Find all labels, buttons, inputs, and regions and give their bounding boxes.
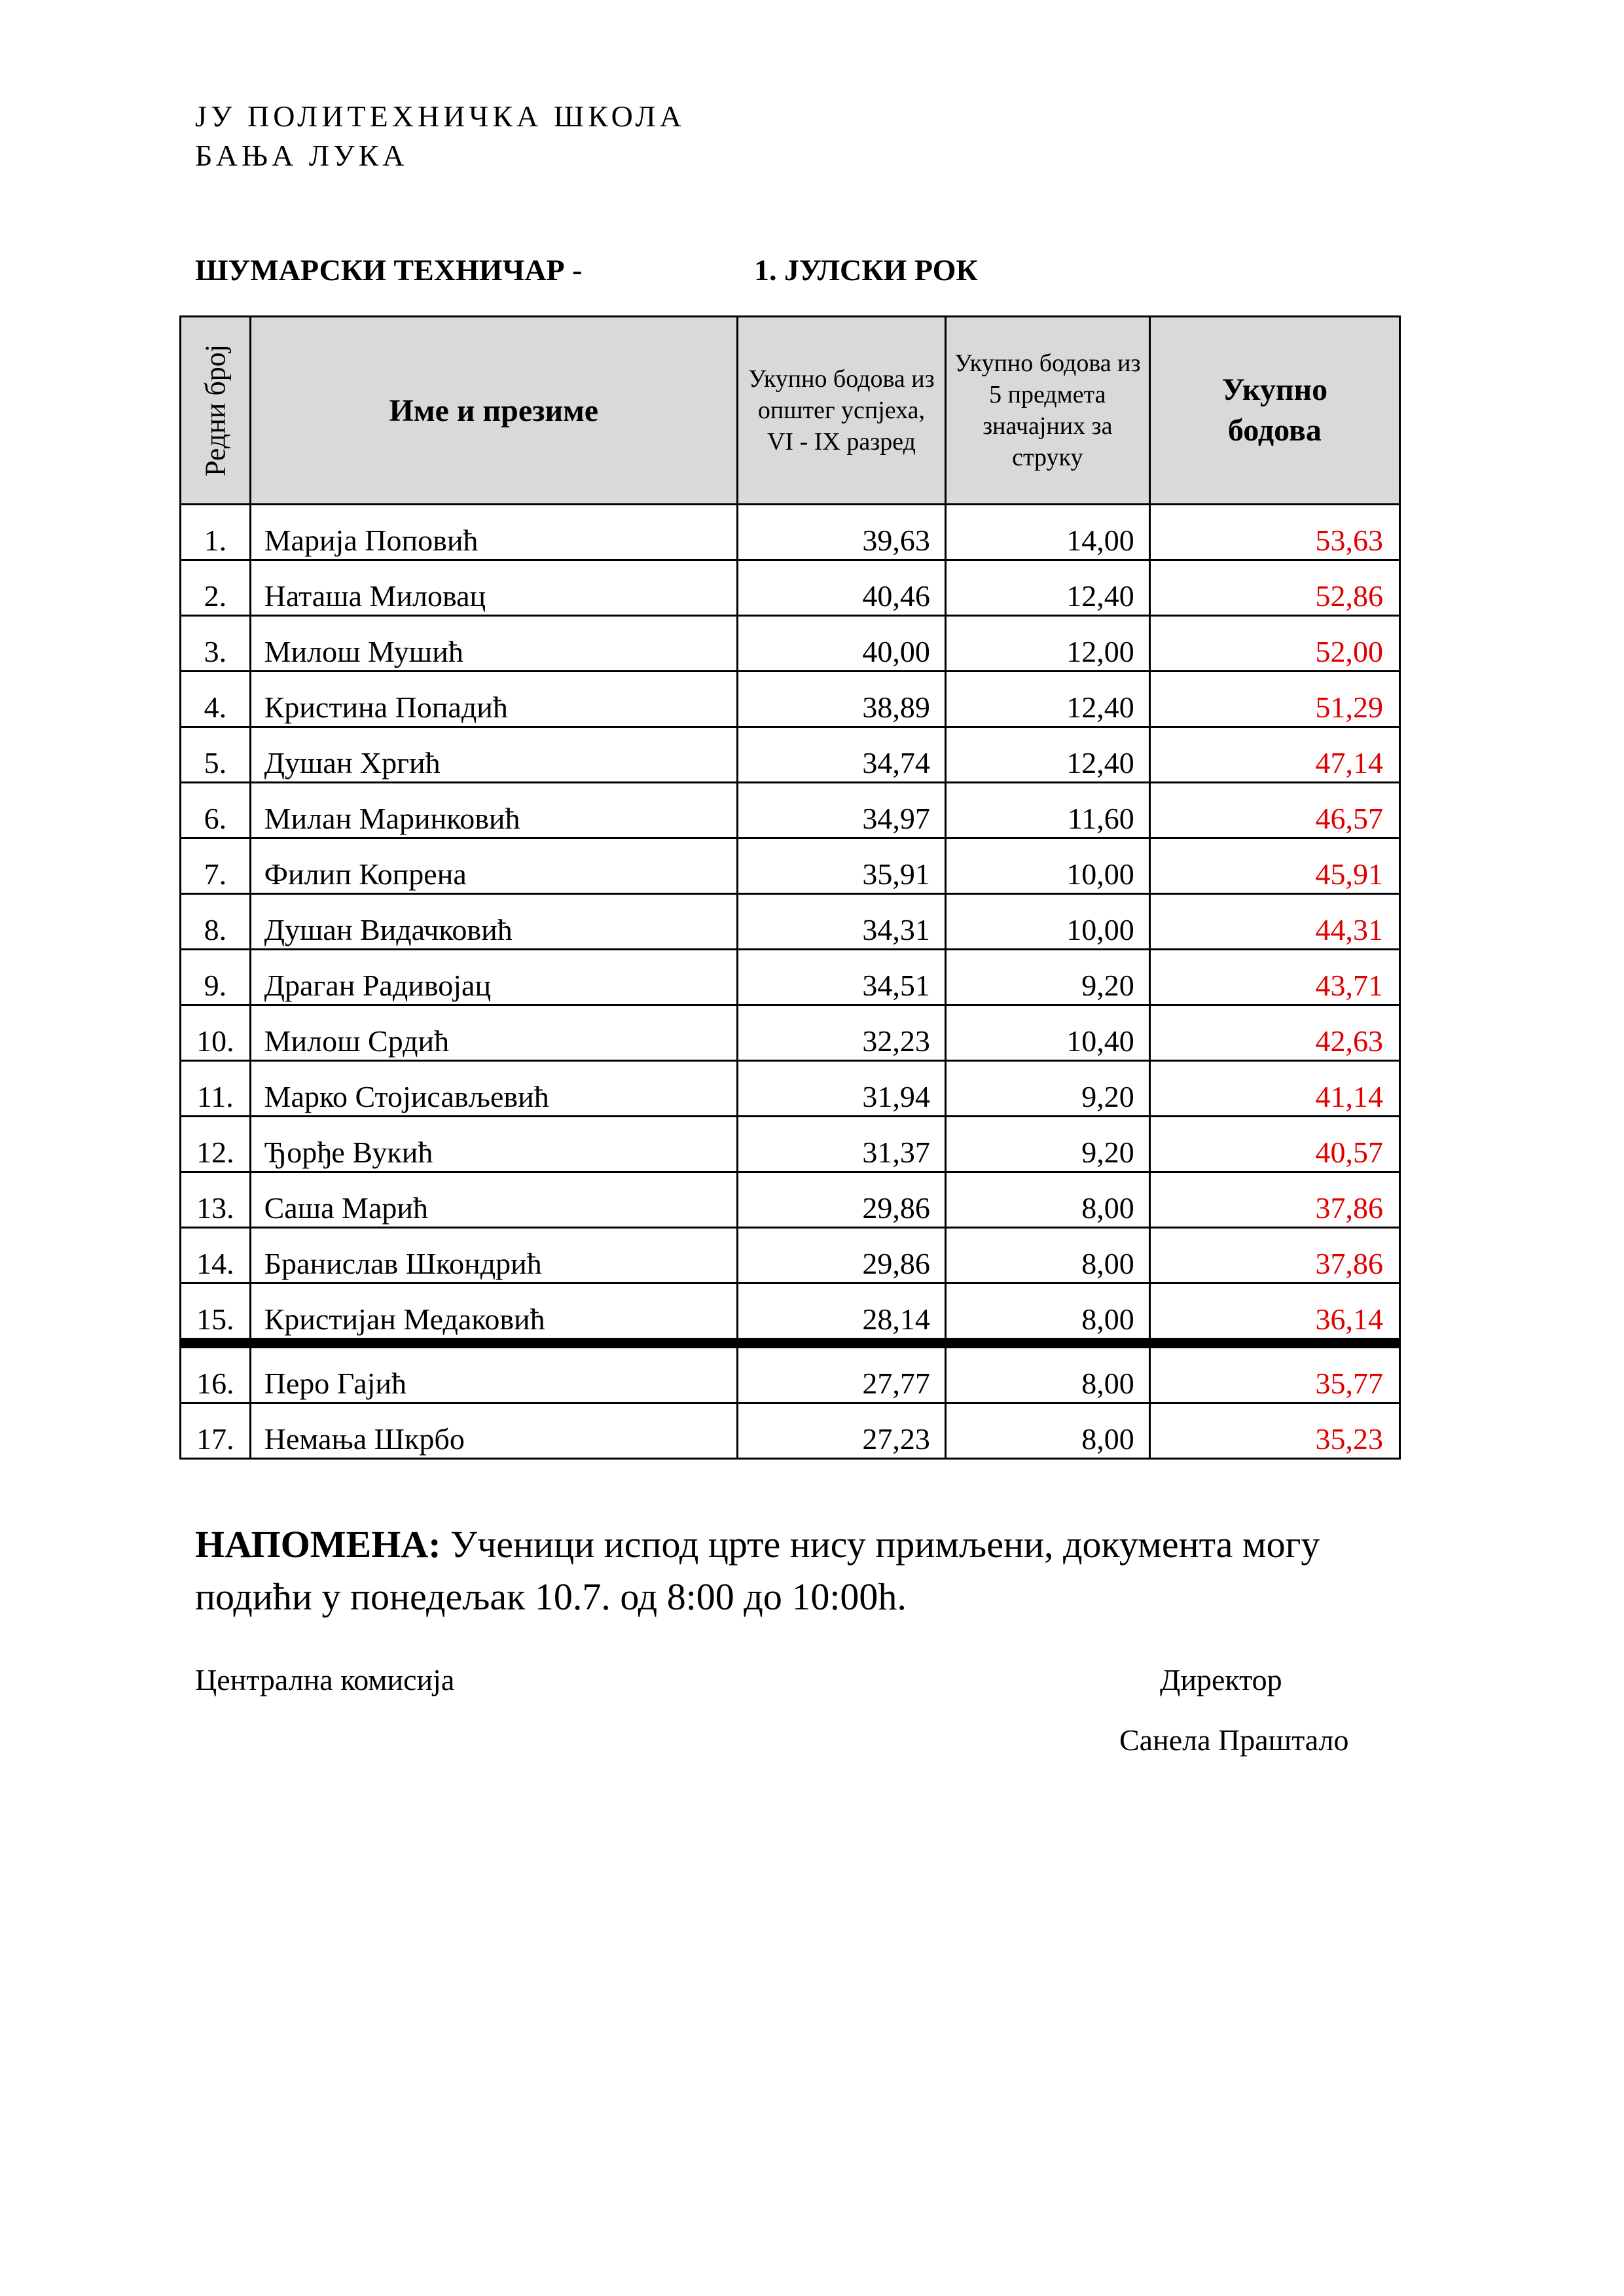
note-label: НАПОМЕНА:: [195, 1523, 441, 1566]
row-number: 11.: [181, 1061, 251, 1117]
note-text: Ученици испод црте нису примљени, документа могу подићи у понедељак 10.7. од 8:00 до 10:00h.: [195, 1523, 1320, 1618]
col-header-number: Редни број: [181, 317, 251, 505]
row-number: 13.: [181, 1172, 251, 1228]
general-score: 29,86: [738, 1172, 946, 1228]
subjects-score: 11,60: [945, 783, 1149, 838]
school-city-line2: БАЊА ЛУКА: [195, 139, 408, 172]
table-row: [181, 727, 1400, 783]
subjects-score: 8,00: [945, 1343, 1149, 1403]
table-row: [181, 1117, 1400, 1172]
student-name: Душан Хргић: [250, 727, 737, 783]
row-number: 3.: [181, 616, 251, 672]
general-score: 29,86: [738, 1228, 946, 1283]
general-score: 40,46: [738, 560, 946, 616]
student-name: Ђорђе Вукић: [250, 1117, 737, 1172]
director-title: Директор: [1160, 1663, 1282, 1696]
subjects-score: 12,00: [945, 616, 1149, 672]
total-score: 36,14: [1149, 1283, 1399, 1344]
student-name: Саша Марић: [250, 1172, 737, 1228]
row-number: 4.: [181, 672, 251, 727]
row-number: 6.: [181, 783, 251, 838]
table-row: [181, 838, 1400, 894]
program-title: ШУМАРСКИ ТЕХНИЧАР -: [195, 253, 583, 287]
general-score: 40,00: [738, 616, 946, 672]
total-score: 37,86: [1149, 1228, 1399, 1283]
table-row: [181, 616, 1400, 672]
row-number: 7.: [181, 838, 251, 894]
total-score: 35,23: [1149, 1403, 1399, 1459]
general-score: 39,63: [738, 505, 946, 560]
student-name: Марија Поповић: [250, 505, 737, 560]
school-name: [195, 97, 685, 175]
total-score: 35,77: [1149, 1343, 1399, 1403]
subjects-score: 12,40: [945, 727, 1149, 783]
table-header-row: [181, 317, 1400, 505]
total-score: 51,29: [1149, 672, 1399, 727]
table-row: [181, 672, 1400, 727]
total-score: 47,14: [1149, 727, 1399, 783]
student-name: Кристина Попадић: [250, 672, 737, 727]
total-score: 52,86: [1149, 560, 1399, 616]
total-score: 44,31: [1149, 894, 1399, 950]
table-row: [181, 1403, 1400, 1459]
general-score: 31,37: [738, 1117, 946, 1172]
student-name: Марко Стојисављевић: [250, 1061, 737, 1117]
row-number: 15.: [181, 1283, 251, 1344]
row-number: 5.: [181, 727, 251, 783]
table-row: [181, 950, 1400, 1005]
row-number: 2.: [181, 560, 251, 616]
subjects-score: 9,20: [945, 950, 1149, 1005]
results-table: [179, 315, 1401, 1460]
total-score: 37,86: [1149, 1172, 1399, 1228]
row-number: 9.: [181, 950, 251, 1005]
subjects-score: 12,40: [945, 672, 1149, 727]
col-header-general: Укупно бодова из општег успјеха, VI - IX разред: [738, 317, 946, 505]
subjects-score: 8,00: [945, 1403, 1149, 1459]
total-score: 53,63: [1149, 505, 1399, 560]
general-score: 34,74: [738, 727, 946, 783]
table-row: [181, 1005, 1400, 1061]
row-number: 16.: [181, 1343, 251, 1403]
note: [195, 1518, 1386, 1623]
student-name: Наташа Миловац: [250, 560, 737, 616]
subjects-score: 9,20: [945, 1061, 1149, 1117]
student-name: Милан Маринковић: [250, 783, 737, 838]
table-row: [181, 894, 1400, 950]
subjects-score: 8,00: [945, 1283, 1149, 1344]
subjects-score: 10,40: [945, 1005, 1149, 1061]
commission-label: Централна комисија: [195, 1663, 455, 1696]
subjects-score: 8,00: [945, 1172, 1149, 1228]
general-score: 32,23: [738, 1005, 946, 1061]
table-row: [181, 505, 1400, 560]
table-row: [181, 1172, 1400, 1228]
total-score: 45,91: [1149, 838, 1399, 894]
general-score: 27,23: [738, 1403, 946, 1459]
director-name: Санела Праштало: [1119, 1723, 1349, 1757]
subjects-score: 12,40: [945, 560, 1149, 616]
student-name: Милош Мушић: [250, 616, 737, 672]
general-score: 27,77: [738, 1343, 946, 1403]
general-score: 34,97: [738, 783, 946, 838]
table-row: [181, 1343, 1400, 1403]
col-header-total: Укупно бодова: [1149, 317, 1399, 505]
total-score: 40,57: [1149, 1117, 1399, 1172]
col-header-name: Име и презиме: [250, 317, 737, 505]
row-number: 14.: [181, 1228, 251, 1283]
student-name: Душан Видачковић: [250, 894, 737, 950]
subjects-score: 10,00: [945, 894, 1149, 950]
school-name-line1: ЈУ ПОЛИТЕХНИЧКА ШКОЛА: [195, 99, 685, 133]
general-score: 34,31: [738, 894, 946, 950]
subjects-score: 14,00: [945, 505, 1149, 560]
student-name: Драган Радивојац: [250, 950, 737, 1005]
row-number: 1.: [181, 505, 251, 560]
col-header-subjects: Укупно бодова из 5 предмета значајних за струку: [945, 317, 1149, 505]
row-number: 8.: [181, 894, 251, 950]
table-row: [181, 1283, 1400, 1344]
row-number: 12.: [181, 1117, 251, 1172]
subjects-score: 9,20: [945, 1117, 1149, 1172]
total-score: 43,71: [1149, 950, 1399, 1005]
total-score: 42,63: [1149, 1005, 1399, 1061]
student-name: Бранислав Шкондрић: [250, 1228, 737, 1283]
row-number: 17.: [181, 1403, 251, 1459]
total-score: 41,14: [1149, 1061, 1399, 1117]
general-score: 34,51: [738, 950, 946, 1005]
student-name: Перо Гајић: [250, 1343, 737, 1403]
table-row: [181, 560, 1400, 616]
subjects-score: 8,00: [945, 1228, 1149, 1283]
general-score: 28,14: [738, 1283, 946, 1344]
table-row: [181, 783, 1400, 838]
student-name: Кристијан Медаковић: [250, 1283, 737, 1344]
general-score: 35,91: [738, 838, 946, 894]
student-name: Немања Шкрбо: [250, 1403, 737, 1459]
total-score: 52,00: [1149, 616, 1399, 672]
student-name: Милош Срдић: [250, 1005, 737, 1061]
exam-term: 1. ЈУЛСКИ РОК: [754, 253, 978, 287]
row-number: 10.: [181, 1005, 251, 1061]
subjects-score: 10,00: [945, 838, 1149, 894]
table-row: [181, 1061, 1400, 1117]
student-name: Филип Копрена: [250, 838, 737, 894]
total-score: 46,57: [1149, 783, 1399, 838]
general-score: 31,94: [738, 1061, 946, 1117]
general-score: 38,89: [738, 672, 946, 727]
table-row: [181, 1228, 1400, 1283]
